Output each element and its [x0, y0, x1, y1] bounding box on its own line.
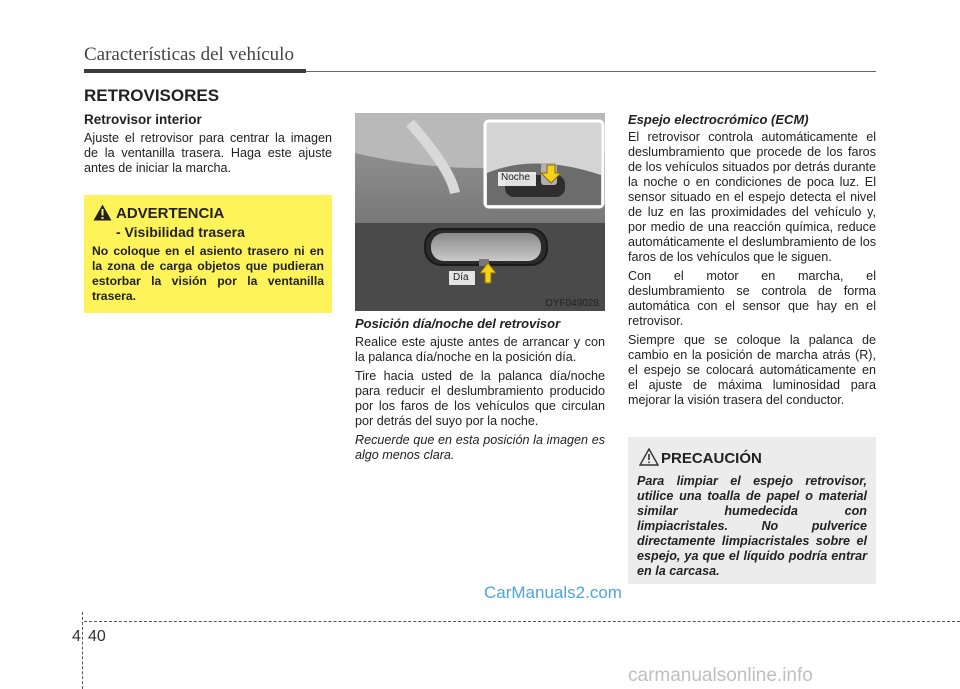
label-dia: Día — [453, 272, 469, 283]
header-rule-accent — [84, 69, 306, 73]
warning-subtitle: - Visibilidad trasera — [116, 224, 245, 240]
figure-code: OYF049028 — [545, 298, 599, 309]
heading-ecm: Espejo electrocrómico (ECM) — [628, 112, 809, 127]
section-title: RETROVISORES — [84, 86, 220, 105]
mirror-illustration — [355, 113, 605, 311]
paragraph-ecm-1: El retrovisor controla automáticamente el deslumbramiento que procede de los faros de los vehículos situados por detrás durante la noche o en condiciones de poca luz. El sensor situado en el espejo detecta el nivel de luz en las proximidades del vehículo y, por medio de una reacción química, reduce automáticamente el deslumbramiento de los faros de los vehículos que le siguen. — [628, 130, 876, 264]
caution-icon — [639, 448, 659, 466]
heading-retrovisor-interior: Retrovisor interior — [84, 112, 202, 127]
chapter-title: Características del vehículo — [84, 44, 294, 65]
page-divider-vertical — [82, 612, 83, 689]
caution-title: PRECAUCIÓN — [661, 450, 762, 467]
footer-site-watermark: carmanualsonline.info — [628, 665, 813, 686]
label-noche: Noche — [501, 172, 530, 183]
heading-posicion-dia-noche: Posición día/noche del retrovisor — [355, 316, 561, 331]
warning-box — [84, 195, 332, 313]
paragraph-ecm-2: Con el motor en marcha, el deslumbramiento se controla de forma automática con el sensor que hay en el retrovisor. — [628, 269, 876, 328]
column-3-text — [628, 112, 876, 408]
chapter-number: 4 — [72, 628, 81, 645]
mirror-figure — [355, 113, 605, 311]
paragraph-realice: Realice este ajuste antes de arrancar y con la palanca día/noche en la posición día. — [355, 335, 605, 364]
warning-icon — [93, 204, 112, 221]
paragraph-tire: Tire hacia usted de la palanca día/noche para reducir el deslumbramiento producido por los faros de los vehículos que circulan por detrás del suyo por la noche. — [355, 369, 605, 428]
watermark-link[interactable]: CarManuals2.com — [484, 583, 622, 602]
page-number: 40 — [88, 628, 106, 645]
column-2-text — [355, 316, 605, 463]
caution-box — [628, 437, 876, 584]
warning-title: ADVERTENCIA — [116, 205, 225, 222]
paragraph-recuerde: Recuerde que en esta posición la imagen es algo menos clara. — [355, 433, 605, 462]
page-divider-horizontal — [84, 621, 960, 622]
paragraph-ecm-3: Siempre que se coloque la palanca de cambio en la posición de marcha atrás (R), el espejo se colocará automáticamente en el ajuste de máxima luminosidad para mejorar la visión trasera del conductor. — [628, 333, 876, 407]
paragraph-ajuste: Ajuste el retrovisor para centrar la imagen de la ventanilla trasera. Haga este ajuste antes de iniciar la marcha. — [84, 131, 332, 175]
warning-body: No coloque en el asiento trasero ni en la zona de carga objetos que pudieran estorbar la visión por la ventanilla trasera. — [92, 244, 324, 303]
caution-body: Para limpiar el espejo retrovisor, utilice una toalla de papel o material similar humedecida con limpiacristales. No pulverice directamente limpiacristales sobre el espejo, ya que el líquido podría entrar en la carcasa. — [637, 474, 867, 578]
